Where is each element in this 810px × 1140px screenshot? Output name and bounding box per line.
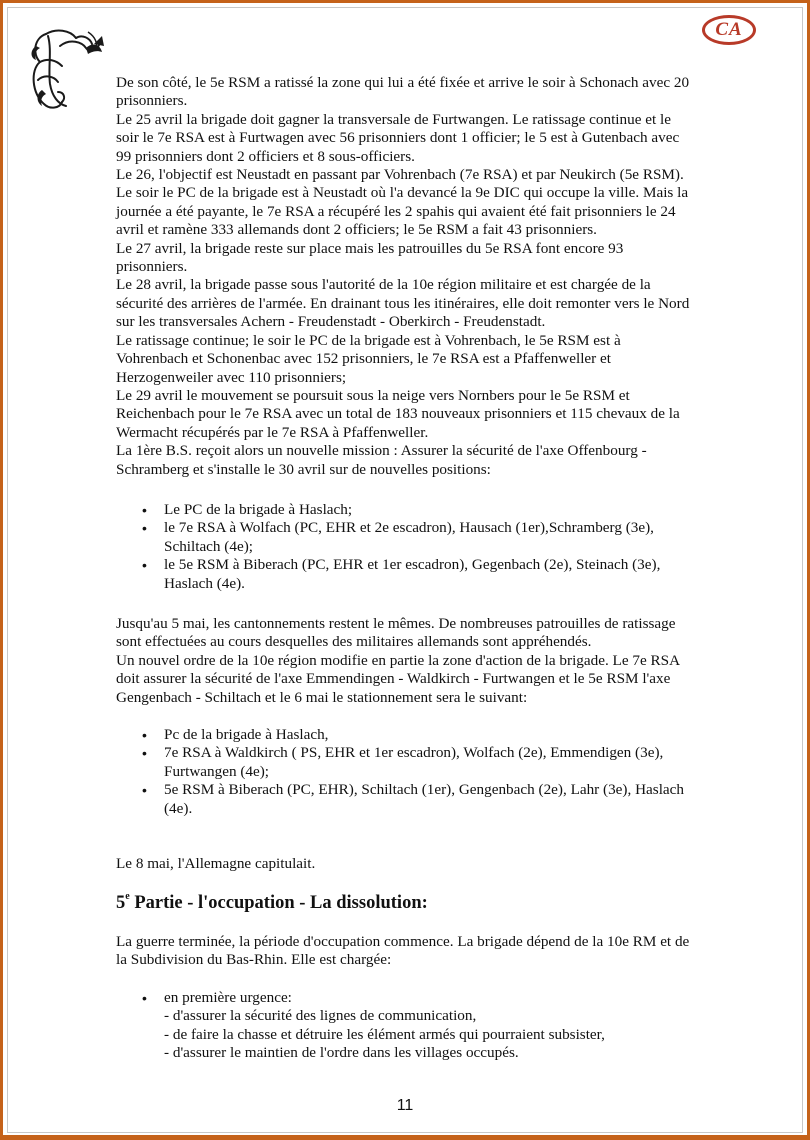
heading-superscript: e <box>125 891 130 902</box>
text-line: avril et ramène 333 allemands dont 2 officiers; le 5e RSM a fait 43 prisonniers. <box>116 221 597 239</box>
heading-number: 5 <box>116 893 126 914</box>
text-line: Le 25 avril la brigade doit gagner la transversale de Furtwangen. Le ratissage continue et le <box>116 110 671 128</box>
list-item-line: • 5e RSM à Biberach (PC, EHR), Schiltach (1er), Gengenbach (2e), Lahr (3e), Haslach <box>164 781 684 799</box>
capitulation-line: Le 8 mai, l'Allemagne capitulait. <box>116 855 316 872</box>
text-line: prisonniers. <box>116 92 188 110</box>
ornamental-letter-f-icon <box>26 24 106 120</box>
page-number: 11 <box>396 1097 414 1114</box>
list-item-line: • 7e RSA à Waldkirch ( PS, EHR et 1er escadron), Wolfach (2e), Emmendigen (3e), <box>164 744 664 762</box>
text-line: Gengenbach - Schiltach et le 6 mai le stationnement sera le suivant: <box>116 688 528 706</box>
text-line: Reichenbach pour le 7e RSA avec un total de 183 nouveaux prisonniers et 115 chevaux de la <box>116 405 680 423</box>
list-item <box>116 501 736 519</box>
text-line: Herzogenweiler avec 110 prisonniers; <box>116 368 347 386</box>
list-item <box>116 744 736 781</box>
text-line: sur les transversales Achern - Freudenstadt - Oberkirch - Freudenstadt. <box>116 313 546 331</box>
text-line: Le 26, l'objectif est Neustadt en passant par Vohrenbach (7e RSA) et par Neukirch (5e RSM). <box>116 166 684 184</box>
list-item <box>116 519 736 556</box>
text-line: De son côté, le 5e RSM a ratissé la zone qui lui a été fixée et arrive le soir à Schonach avec 20 <box>116 74 690 91</box>
list-item <box>116 556 736 593</box>
list-item-line: - de faire la chasse et détruire les élément armés qui pourraient subsister, <box>164 1025 605 1043</box>
list-item-line: • le 5e RSM à Biberach (PC, EHR et 1er escadron), Gegenbach (2e), Steinach (3e), <box>164 556 661 574</box>
text-line: la Subdivision du Bas-Rhin. Elle est chargée: <box>116 951 392 969</box>
paragraph-may <box>116 615 736 707</box>
text-line: La guerre terminée, la période d'occupation commence. La brigade dépend de la 10e RM et de <box>116 933 690 950</box>
list-item-line: Furtwangen (4e); <box>164 762 270 780</box>
text-line: Le 28 avril, la brigade passe sous l'autorité de la 10e région militaire et est chargée de la <box>116 276 651 294</box>
text-line: 99 prisonniers dont 2 officiers et 8 sous-officiers. <box>116 147 415 165</box>
list-item <box>116 726 736 744</box>
text-line: La 1ère B.S. reçoit alors un nouvelle mission : Assurer la sécurité de l'axe Offenbourg - <box>116 442 647 460</box>
text-line: journée a été payante, le 7e RSA a récupéré les 2 spahis qui avaient été fait prisonniers le 24 <box>116 202 676 220</box>
text-line: Wermacht récupérés par le 7e RSA à Pfaffenweller. <box>116 423 429 441</box>
list-item-line: • en première urgence: <box>164 989 292 1006</box>
positions-list-april-30 <box>116 501 736 593</box>
text-line: Le 27 avril, la brigade reste sur place mais les patrouilles du 5e RSA font encore 93 <box>116 239 624 257</box>
list-item-line: (4e). <box>164 799 193 817</box>
positions-list-may-6 <box>116 726 736 818</box>
list-item-line: - d'assurer le maintien de l'ordre dans les villages occupés. <box>164 1044 519 1062</box>
text-line: prisonniers. <box>116 258 188 276</box>
list-item-line: • le 7e RSA à Wolfach (PC, EHR et 2e escadron), Hausach (1er),Schramberg (3e), <box>164 519 654 537</box>
text-line: doit assurer la sécurité de l'axe Emmendingen - Waldkirch - Furtwangen et le 5e RSM l'axe <box>116 670 671 688</box>
text-line: Schramberg et s'installe le 30 avril sur de nouvelles positions: <box>116 460 491 478</box>
text-line: soir le 7e RSA est à Furtwagen avec 56 prisonniers dont 1 officier; le 5 est à Gutenbach avec <box>116 129 680 147</box>
text-line: Vohrenbach et Schonenbac avec 152 prisonniers, le 7e RSA est a Pfaffenweller et <box>116 350 611 368</box>
list-item-line: Haslach (4e). <box>164 574 245 592</box>
paragraph-occupation <box>116 933 736 970</box>
paragraph-main <box>116 74 736 479</box>
text-line: Le soir le PC de la brigade est à Neustadt où l'a devancé la 9e DIC qui occupe la ville. Mais la <box>116 184 689 202</box>
list-item <box>116 989 736 1063</box>
text-line: sécurité des arrières de l'armée. En drainant tous les itinéraires, elle doit remonter vers le Nord <box>116 294 690 312</box>
heading-title: Partie - l'occupation - La dissolution: <box>129 893 428 914</box>
text-line: Le 29 avril le mouvement se poursuit sous la neige vers Nornbers pour le 5e RSM et <box>116 386 630 404</box>
list-item-line: • Pc de la brigade à Haslach, <box>164 726 329 743</box>
text-line: Un nouvel ordre de la 10e région modifie en partie la zone d'action de la brigade. Le 7e RSA <box>116 651 681 669</box>
list-item <box>116 781 736 818</box>
text-line: Jusqu'au 5 mai, les cantonnements restent le mêmes. De nombreuses patrouilles de ratissage <box>116 615 676 632</box>
text-line: Le ratissage continue; le soir le PC de la brigade est à Vohrenbach, le 5e RSM est à <box>116 331 621 349</box>
list-item-line: Schiltach (4e); <box>164 537 253 555</box>
ca-logo: CA <box>702 15 756 45</box>
list-item-line: - d'assurer la sécurité des lignes de communication, <box>164 1007 477 1025</box>
section-heading <box>116 893 428 914</box>
duties-list <box>116 989 736 1063</box>
text-line: sont effectuées au cours desquelles des militaires allemands sont appréhendés. <box>116 633 592 651</box>
list-item-line: • Le PC de la brigade à Haslach; <box>164 501 353 518</box>
